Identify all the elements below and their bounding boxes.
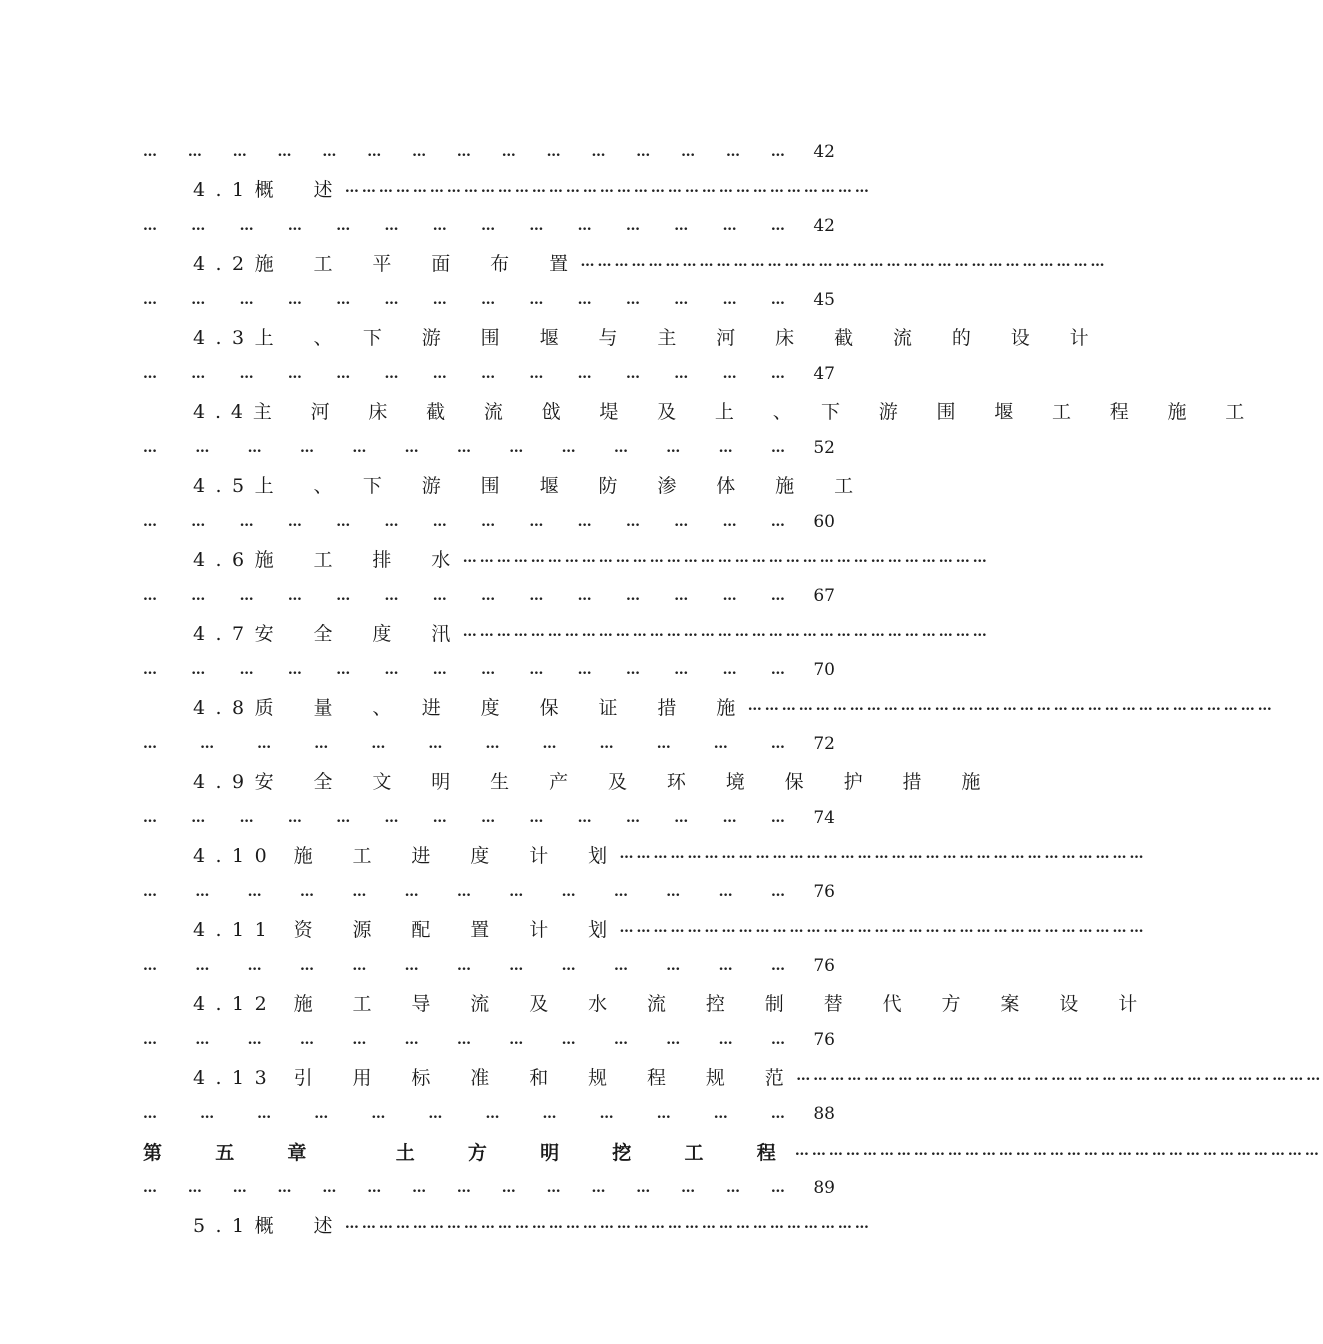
toc-page-number: 76 [813,1030,835,1050]
toc-page-row [143,285,835,315]
dot-leader [1148,992,1150,1012]
toc-page-row [143,359,835,389]
dot-leader: … … … … … … … … … … … … … … [143,218,785,234]
dot-leader: ………………………………………………………………………………… [619,920,1147,936]
dot-leader: ………………………………………………………………………………… [344,1216,872,1232]
toc-page-row [143,877,835,907]
dot-leader: ………………………………………………………………………………… [462,624,990,640]
toc-page-number: 60 [813,512,835,532]
dot-leader: ………………………………………………………………………………… [462,550,990,566]
dot-leader: … … … … … … … … … … … … … … … [143,144,785,160]
toc-entry-4-7[interactable] [193,617,990,647]
dot-leader: … … … … … … … … … … … … … [143,440,785,456]
dot-leader: ………………………………………………………………………………… [794,1143,1322,1159]
toc-page-number: 52 [813,438,835,458]
toc-page-row [143,1173,835,1203]
toc-entry-5-1[interactable] [193,1209,872,1239]
dot-leader: … … … … … … … … … … … … … … [143,662,785,678]
toc-page-row [143,433,835,463]
toc-page-number: 45 [813,290,835,310]
toc-page-row [143,951,835,981]
toc-entry-title: 4.8质 量 、 进 度 保 证 措 施 [193,696,746,719]
toc-entry-title: 4.4主 河 床 截 流 戗 堤 及 上 、 下 游 围 堰 工 程 施 工 [193,400,1255,423]
toc-page-row [143,1025,835,1055]
dot-leader: … … … … … … … … … … … … … [143,884,785,900]
dot-leader [1099,326,1101,346]
toc-entry-4-5[interactable] [193,469,864,499]
toc-page-row [143,211,835,241]
dot-leader: … … … … … … … … … … … … … … … [143,1180,785,1196]
toc-entry-4-4[interactable] [193,395,1255,425]
toc-entry-title: 4.12 施 工 导 流 及 水 流 控 制 替 代 方 案 设 计 [193,992,1148,1015]
toc-page-number: 89 [813,1178,835,1198]
toc-page-number: 76 [813,882,835,902]
toc-entry-4-9[interactable] [193,765,991,795]
toc-page-row [143,1099,835,1129]
toc-entry-4-1[interactable] [193,173,872,203]
dot-leader: … … … … … … … … … … … … … … [143,292,785,308]
toc-continuation-row [143,137,835,167]
dot-leader: ………………………………………………………………………………… [580,254,1108,270]
toc-entry-4-8[interactable] [193,691,1275,721]
toc-entry-title: 4.11 资 源 配 置 计 划 [193,918,618,941]
toc-entry-title: 5.1概 述 [193,1214,343,1237]
dot-leader: ………………………………………………………………………………… [344,180,872,196]
toc-page-row [143,655,835,685]
toc-entry-title: 4.13 引 用 标 准 和 规 程 规 范 [193,1066,795,1089]
toc-page-number: 67 [813,586,835,606]
toc-entry-4-3[interactable] [193,321,1100,351]
toc-entry-4-2[interactable] [193,247,1108,277]
toc-page-number: 88 [813,1104,835,1124]
dot-leader: … … … … … … … … … … … … [143,1106,785,1122]
toc-page-number: 72 [813,734,835,754]
toc-page-number: 70 [813,660,835,680]
dot-leader: … … … … … … … … … … … … … [143,958,785,974]
toc-entry-title: 4.10 施 工 进 度 计 划 [193,844,618,867]
dot-leader: ………………………………………………………………………………… [796,1068,1323,1084]
toc-page-row [143,803,835,833]
toc-page-number: 74 [813,808,835,828]
toc-page-number: 76 [813,956,835,976]
toc-entry-4-11[interactable] [193,913,1147,943]
toc-entry-4-12[interactable] [193,987,1148,1017]
toc-page-row [143,729,835,759]
toc-entry-title: 4.5上 、 下 游 围 堰 防 渗 体 施 工 [193,474,864,497]
dot-leader: … … … … … … … … … … … … … [143,1032,785,1048]
toc-entry-4-13[interactable] [193,1061,1323,1091]
toc-entry-title: 4.7安 全 度 汛 [193,622,461,645]
dot-leader: … … … … … … … … … … … … … … [143,514,785,530]
toc-chapter-title: 第 五 章 土 方 明 挖 工 程 [143,1141,793,1164]
toc-page-number: 42 [813,216,835,236]
dot-leader: … … … … … … … … … … … … … … [143,366,785,382]
toc-entry-4-10[interactable] [193,839,1147,869]
toc-chapter-5[interactable] [143,1136,1322,1166]
toc-entry-title: 4.3上 、 下 游 围 堰 与 主 河 床 截 流 的 设 计 [193,326,1100,349]
toc-page-row [143,507,835,537]
toc-entry-4-6[interactable] [193,543,990,573]
toc-entry-title: 4.1概 述 [193,178,343,201]
toc-page-number: 42 [813,142,835,162]
dot-leader: … … … … … … … … … … … … [143,736,785,752]
dot-leader [991,770,993,790]
toc-entry-title: 4.6施 工 排 水 [193,548,461,571]
dot-leader: … … … … … … … … … … … … … … [143,810,785,826]
toc-entry-title: 4.9安 全 文 明 生 产 及 环 境 保 护 措 施 [193,770,991,793]
toc-entry-title: 4.2施 工 平 面 布 置 [193,252,579,275]
toc-page-row [143,581,835,611]
toc-page-number: 47 [813,364,835,384]
dot-leader [864,474,866,494]
dot-leader: … … … … … … … … … … … … … … [143,588,785,604]
dot-leader: ………………………………………………………………………………… [619,846,1147,862]
dot-leader: ………………………………………………………………………………… [747,698,1275,714]
